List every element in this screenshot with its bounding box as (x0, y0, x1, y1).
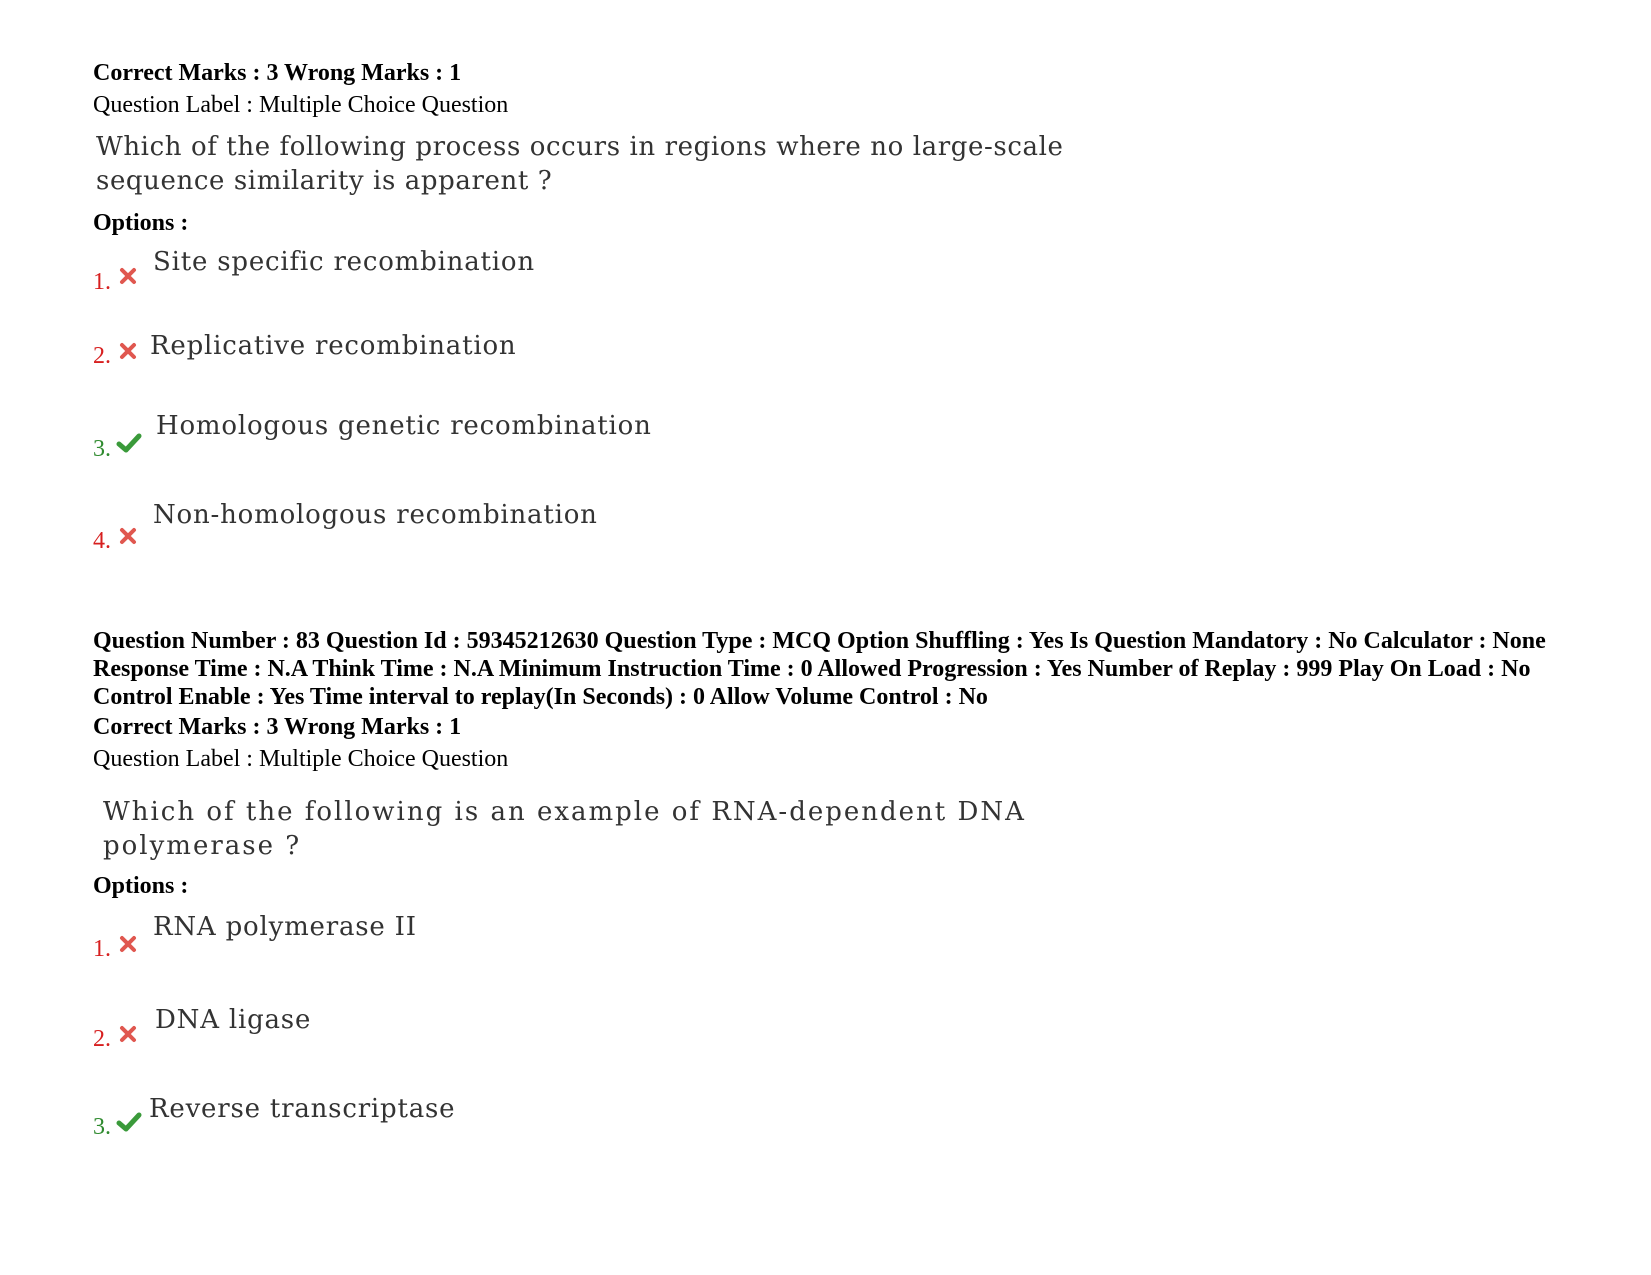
q82-label: Question Label : Multiple Choice Question (93, 92, 509, 118)
cross-icon (118, 934, 138, 954)
cross-icon (118, 1024, 138, 1044)
q82-option-1-text: Site specific recombination (153, 247, 535, 277)
cross-icon (118, 266, 138, 286)
q82-question-text (96, 129, 1064, 199)
q83-question-line1: Which of the following is an example of RNA-dependent DNA (103, 797, 1026, 827)
q83-label: Question Label : Multiple Choice Question (93, 746, 509, 772)
q82-marks: Correct Marks : 3 Wrong Marks : 1 (93, 60, 462, 86)
q83-options-heading: Options : (93, 873, 189, 899)
q83-question-text (103, 794, 1026, 864)
q83-metadata: Question Number : 83 Question Id : 59345212630 Question Type : MCQ Option Shuffling : Yes Is Question Mandatory : No Calculator : None Response Time : N.A Think Time : N.A Minimum Instruction Time : 0 Allowed Progression : Yes Number of Replay : 999 Play On Load : No Control Enable : Yes Time interval to replay(In Seconds) : 0 Allow Volume Control : No (93, 628, 1546, 710)
q82-option-3-number: 3. (93, 436, 111, 462)
q82-option-3-text: Homologous genetic recombination (156, 411, 652, 441)
cross-icon (118, 526, 138, 546)
check-icon (116, 1111, 142, 1133)
q83-option-3-text: Reverse transcriptase (149, 1094, 456, 1124)
q82-option-4-text: Non-homologous recombination (153, 500, 598, 530)
q82-options-heading: Options : (93, 210, 189, 236)
check-icon (116, 432, 142, 454)
q83-option-2-text: DNA ligase (155, 1005, 312, 1035)
q83-option-1-number: 1. (93, 936, 111, 962)
q83-marks: Correct Marks : 3 Wrong Marks : 1 (93, 714, 462, 740)
cross-icon (118, 341, 138, 361)
q83-option-2-number: 2. (93, 1026, 111, 1052)
q82-option-4-number: 4. (93, 528, 111, 554)
q82-option-2-number: 2. (93, 343, 111, 369)
q83-option-3-number: 3. (93, 1114, 111, 1140)
q82-question-line2: sequence similarity is apparent ? (96, 166, 553, 196)
q82-question-line1: Which of the following process occurs in regions where no large-scale (96, 132, 1064, 162)
q82-option-2-text: Replicative recombination (150, 331, 517, 361)
q83-option-1-text: RNA polymerase II (153, 912, 417, 942)
q82-option-1-number: 1. (93, 269, 111, 295)
q83-question-line2: polymerase ? (103, 831, 302, 861)
